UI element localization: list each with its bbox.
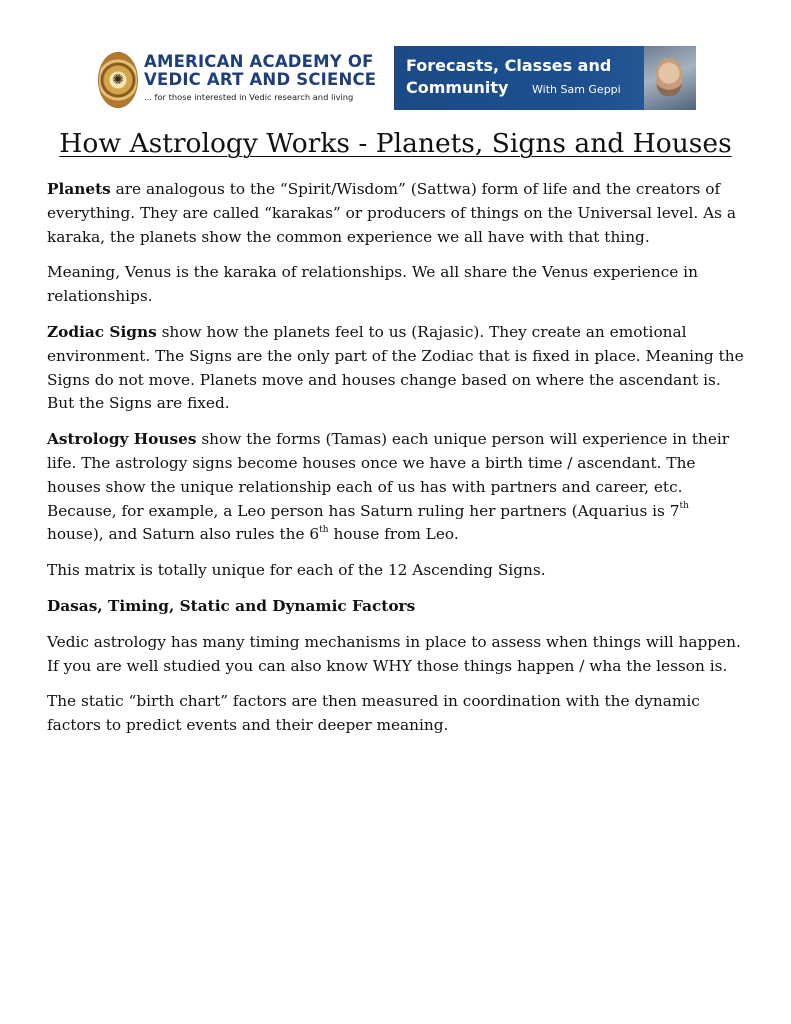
page-title: How Astrology Works - Planets, Signs and Houses xyxy=(59,128,732,159)
article-body xyxy=(47,178,747,750)
page-header xyxy=(0,44,791,114)
academy-logo[interactable] xyxy=(98,50,377,110)
presenter-photo xyxy=(644,46,696,110)
forecasts-banner[interactable] xyxy=(394,46,696,110)
banner-title-line2: Community xyxy=(406,78,509,97)
paragraph-houses-text-a: show the forms (Tamas) each unique person will experience in their life. The astrology signs become houses once we have a birth time / ascendant. The houses show the unique relationship each of us has with partners and career, etc. Because, for example, a Leo person has Saturn ruling her partners (Aquarius is 7 xyxy=(47,430,730,520)
paragraph-venus-text: Meaning, Venus is the karaka of relationships. We all share the Venus experience in relationships. xyxy=(47,263,698,306)
superscript-th: th xyxy=(319,525,329,536)
paragraph-zodiac-signs-text: show how the planets feel to us (Rajasic). They create an emotional environment. The Signs are the only part of the Zodiac that is fixed in place. Meaning the Signs do not move. Planets move and houses change based on where the ascendant is. But the Signs are fixed. xyxy=(47,322,744,413)
paragraph-planets xyxy=(47,178,747,249)
term-astrology-houses: Astrology Houses xyxy=(47,430,197,449)
org-tagline: ... for those interested in Vedic research and living xyxy=(144,92,354,102)
banner-subtitle: With Sam Geppi xyxy=(532,83,621,96)
paragraph-matrix xyxy=(47,559,747,583)
superscript-th: th xyxy=(679,501,689,512)
paragraph-planets-text: are analogous to the “Spirit/Wisdom” (Sattwa) form of life and the creators of everything. They are called “karakas” or producers of things on the Universal level. As a karaka, the planets show the common experience we all have with that thing. xyxy=(47,180,736,246)
paragraph-astrology-houses xyxy=(47,428,747,547)
seal-emblem-icon: ✺ xyxy=(112,72,124,88)
paragraph-timing xyxy=(47,631,747,679)
paragraph-static-dynamic xyxy=(47,690,747,738)
org-name-line2: VEDIC ART AND SCIENCE xyxy=(144,70,377,89)
org-name-line1: AMERICAN ACADEMY OF xyxy=(144,52,374,71)
presenter-face-icon xyxy=(656,58,682,96)
section-heading-dasas: Dasas, Timing, Static and Dynamic Factors xyxy=(47,596,416,615)
term-planets: Planets xyxy=(47,180,111,198)
paragraph-zodiac-signs xyxy=(47,321,747,416)
paragraph-venus xyxy=(47,261,747,309)
banner-title-line1: Forecasts, Classes and xyxy=(406,56,612,75)
paragraph-static-dynamic-text: The static “birth chart” factors are then measured in coordination with the dynamic factors to predict events and their deeper meaning. xyxy=(47,692,700,735)
academy-seal-icon xyxy=(98,52,138,108)
paragraph-timing-text: Vedic astrology has many timing mechanisms in place to assess when things will happen. If you are well studied you can also know WHY those things happen / wha the lesson is. xyxy=(47,632,741,675)
paragraph-matrix-text: This matrix is totally unique for each of the 12 Ascending Signs. xyxy=(47,561,546,580)
paragraph-houses-text-c: house from Leo. xyxy=(328,525,459,544)
paragraph-houses-text-b: house), and Saturn also rules the 6 xyxy=(47,525,320,544)
term-zodiac-signs: Zodiac Signs xyxy=(47,322,157,341)
